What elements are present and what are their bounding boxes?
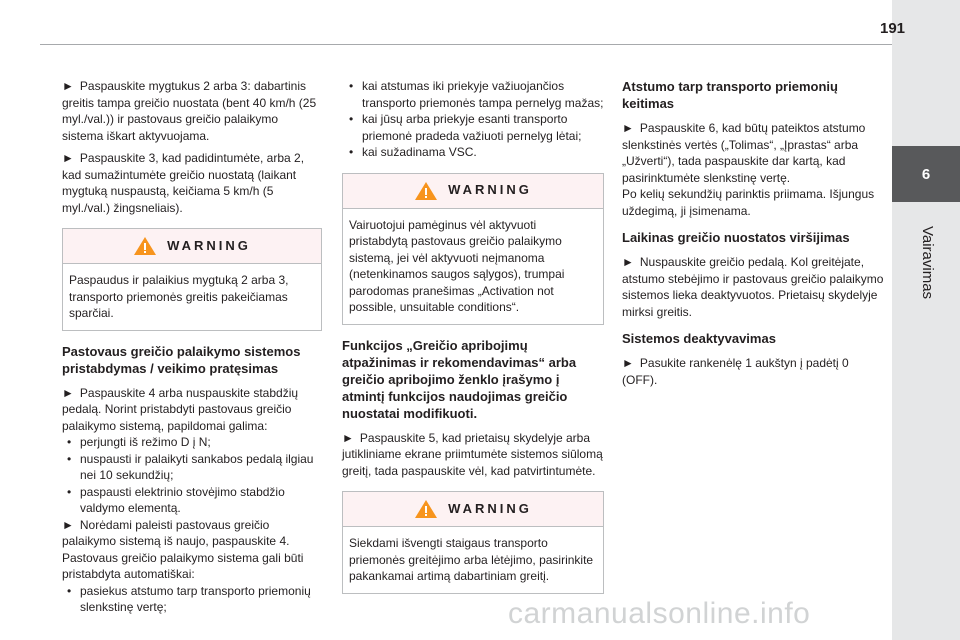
paragraph: ► Paspauskite 4 arba nuspauskite stabdžių pedalą. Norint pristabdyti pastovaus greičio palaikymo sistemą, papildomai galima: [62, 385, 299, 433]
chapter-title-vertical [918, 212, 938, 312]
arrow-icon: ► [342, 430, 354, 445]
paragraph: ► Paspauskite 3, kad padidintumėte, arba 2, kad sumažintumėte greičio nuostatą (laikant mygtuką nuspaustą, keičiama 5 km/h (5 myl./val.) žingsneliais). [62, 151, 305, 215]
paragraph: ► Paspauskite mygtukus 2 arba 3: dabartinis greitis tampa greičio nuostata (bent 40 km/h (25 myl./val.)) ir pastovaus greičio palaikymo sistema iškart aktyvuojama. [62, 79, 317, 143]
paragraph: ► Pasukite rankenėlę 1 aukštyn į padėtį 0 (OFF). [622, 356, 849, 387]
warning-title: WARNING [448, 182, 532, 198]
arrow-icon: ► [62, 517, 74, 532]
arrow-icon: ► [622, 121, 634, 135]
column-2 [342, 78, 604, 606]
list-item: • nuspausti ir palaikyti sankabos pedalą ilgiau nei 10 sekundžių; [80, 451, 322, 484]
bullet-list [62, 434, 322, 517]
chapter-number: 6 [921, 165, 931, 183]
paragraph: ► Norėdami paleisti pastovaus greičio palaikymo sistemą iš naujo, paspauskite 4. [62, 517, 290, 548]
list-item: • pasiekus atstumo tarp transporto priemonių slenkstinę vertę; [80, 583, 322, 616]
warning-text: Siekdami išvengti staigaus transporto priemonės greitėjimo arba lėtėjimo, pasirinkite pakankamai artimą dabartiniam greitį. [349, 536, 594, 583]
arrow-icon: ► [622, 255, 634, 269]
list-item: • kai atstumas iki priekyje važiuojančios transporto priemonės tampa pernelyg mažas; [362, 78, 604, 111]
warning-box [62, 228, 322, 331]
paragraph: ► Nuspauskite greičio pedalą. Kol greitėjate, atstumo stebėjimo ir pastovaus greičio palaikymo sistemos lieka deaktyvuotos. Prietaisų skydelyje mirksi greitis. [622, 255, 884, 319]
list-item: • kai jūsų arba priekyje esanti transporto priemonė pradeda važiuoti pernelyg lėtai; [362, 111, 604, 144]
warning-box [342, 173, 604, 325]
header-divider [40, 44, 892, 45]
chapter-sidebar [892, 0, 960, 640]
chapter-title: Vairavimas [919, 225, 937, 299]
page-number: 191 [880, 20, 906, 37]
warning-text: Vairuotojui pamėginus vėl aktyvuoti pristabdytą pastovaus greičio palaikymo sistemą, jei vėl aktyvuoti neįmanoma (netenkinamos saugos sąlygos), trumpai parodomas pranešimas „Activation not possible, unsuitable conditions“. [349, 217, 565, 314]
list-item: • paspausti elektrinio stovėjimo stabdžio valdymo elementą. [80, 484, 322, 517]
section-heading: Laikinas greičio nuostatos viršijimas [622, 230, 850, 245]
arrow-icon: ► [622, 356, 634, 370]
section-heading: Pastovaus greičio palaikymo sistemos pristabdymas / veikimo pratęsimas [62, 343, 301, 376]
paragraph: ► Paspauskite 6, kad būtų pateiktos atstumo slenkstinės vertės („Tolimas“, „Įprastas“ arba „Užverti“), tada paspauskite dar kartą, kad pasirinktumėte slenkstinę vertę. [622, 121, 866, 185]
paragraph: Po kelių sekundžių parinktis priimama. Išjungus uždegimą, ji įsimenama. [622, 187, 875, 218]
arrow-icon: ► [62, 151, 74, 165]
warning-text: Paspaudus ir palaikius mygtuką 2 arba 3, transporto priemonės greitis pakeičiamas sparčiai. [69, 273, 289, 320]
list-item: • kai sužadinama VSC. [362, 144, 604, 161]
warning-header [343, 174, 603, 209]
warning-triangle-icon [133, 236, 157, 256]
paragraph: Pastovaus greičio palaikymo sistema gali būti pristabdyta automatiškai: [62, 550, 304, 581]
warning-header [343, 492, 603, 527]
column-1 [62, 78, 322, 616]
section-heading: Funkcijos „Greičio apribojimų atpažinimas ir rekomendavimas“ arba greičio apribojimo ženklo įrašymo į atmintį funkcijos naudojimas greičio nuostatai modifikuoti. [342, 337, 577, 421]
bullet-list [62, 583, 322, 616]
section-heading: Atstumo tarp transporto priemonių keitimas [622, 79, 838, 111]
chapter-number-tab [892, 146, 960, 202]
paragraph: ► Paspauskite 5, kad prietaisų skydelyje arba jutikliniame ekrane priimtumėte sistemos siūlomą greitį, tada paspauskite vėl, kad patvirtintumėte. [342, 430, 603, 478]
warning-title: WARNING [448, 500, 532, 516]
arrow-icon: ► [62, 79, 74, 93]
warning-box [342, 491, 604, 594]
watermark: carmanualsonline.info [508, 597, 811, 630]
column-3 [622, 78, 884, 394]
bullet-list [342, 78, 604, 161]
warning-triangle-icon [414, 181, 438, 201]
list-item: • perjungti iš režimo D į N; [80, 434, 322, 451]
warning-header [63, 229, 321, 264]
warning-title: WARNING [167, 237, 251, 253]
arrow-icon: ► [62, 385, 74, 400]
warning-triangle-icon [414, 499, 438, 519]
section-heading: Sistemos deaktyvavimas [622, 331, 776, 346]
